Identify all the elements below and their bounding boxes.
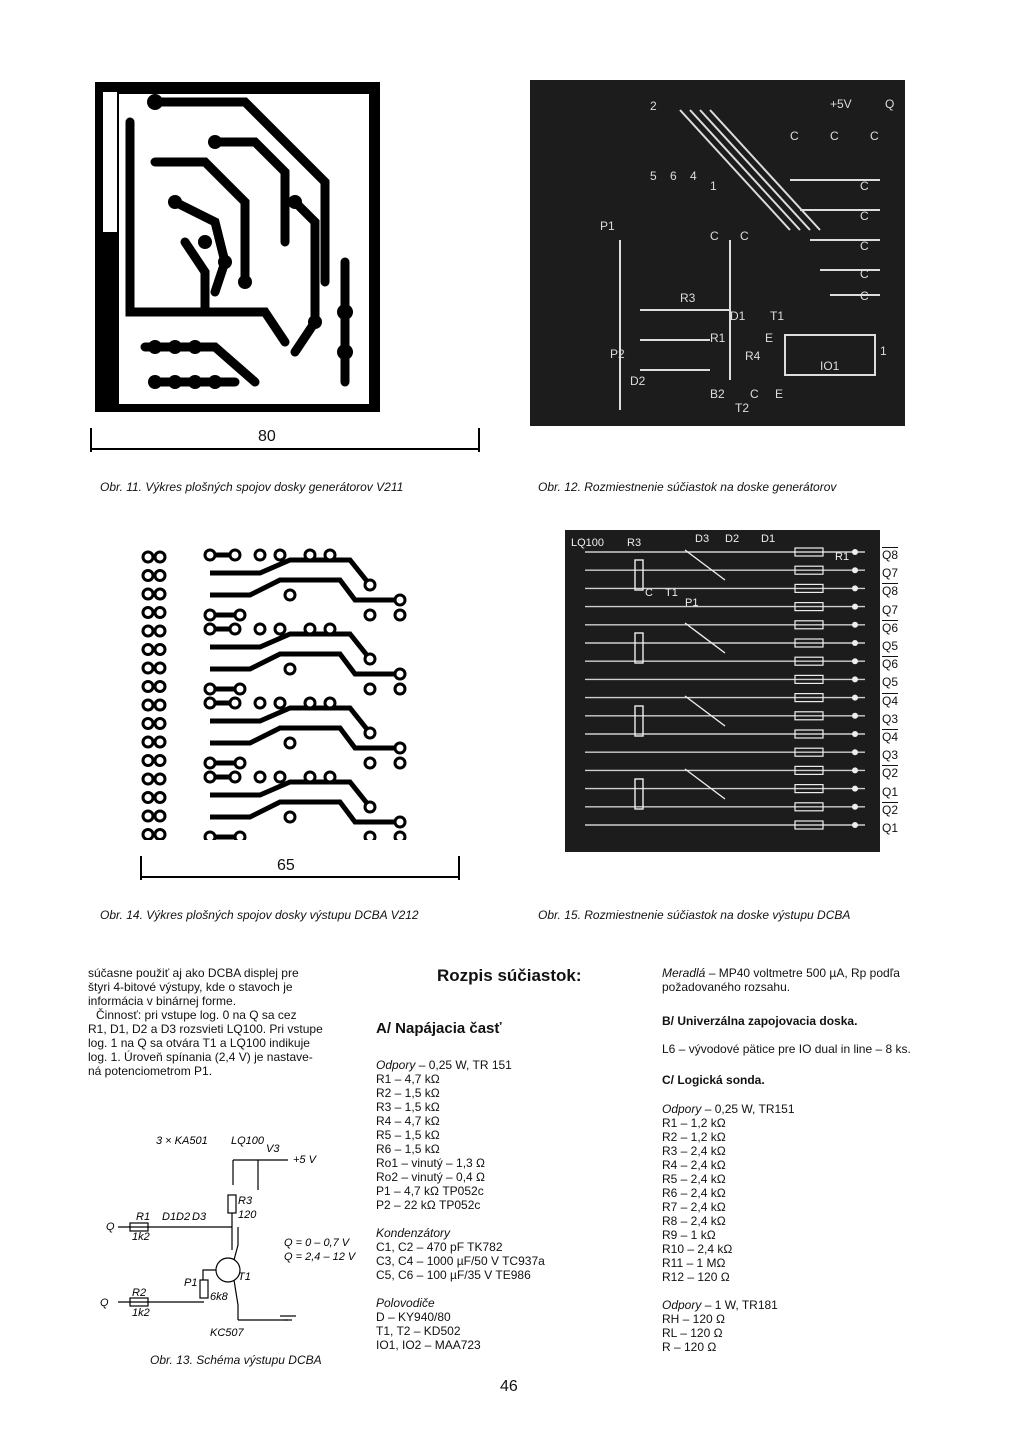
- svg-text:D2: D2: [176, 1211, 191, 1223]
- svg-text:T1: T1: [770, 309, 785, 323]
- fig15-output-label: Q4: [882, 730, 899, 744]
- fig13-schematic: [88, 1130, 368, 1350]
- svg-text:R4: R4: [745, 349, 761, 363]
- fig15-photo: [565, 530, 880, 852]
- svg-text:C: C: [790, 129, 799, 143]
- resistor-item: R4 – 4,7 kΩ: [376, 1114, 440, 1128]
- fig13-label-ka501: 3 × KA501: [156, 1135, 208, 1147]
- svg-text:B2: B2: [710, 387, 725, 401]
- svg-text:6k8: 6k8: [210, 1291, 228, 1303]
- fig15-output-label: Q1: [882, 784, 899, 799]
- svg-text:IO1: IO1: [820, 359, 840, 373]
- probe-resistor-item: R12 – 120 Ω: [662, 1270, 730, 1284]
- capacitor-item: C5, C6 – 100 µF/35 V TE986: [376, 1268, 531, 1282]
- fig14-pcb: [140, 545, 420, 840]
- fig15-output-label: Q5: [882, 639, 899, 653]
- fig15-output-label: Q7: [882, 602, 899, 617]
- fig15-board-label: T1: [665, 587, 678, 599]
- fig15-output-label: Q6: [882, 620, 899, 635]
- fig11-pcb: [95, 82, 380, 412]
- fig14-dimension-line: [140, 876, 460, 878]
- svg-text:KC507: KC507: [210, 1327, 244, 1339]
- svg-text:C: C: [860, 289, 869, 303]
- svg-text:1: 1: [880, 344, 887, 358]
- svg-text:Q = 0 – 0,7 V: Q = 0 – 0,7 V: [284, 1237, 350, 1249]
- body-line: informácia v binárnej forme.: [88, 994, 237, 1008]
- fig13-label-lq100: LQ100: [231, 1135, 265, 1147]
- fig15-output-label: Q6: [882, 657, 899, 672]
- svg-text:D2: D2: [630, 374, 646, 388]
- fig14-dimension-label: 65: [277, 857, 295, 874]
- svg-text:E: E: [775, 387, 784, 401]
- body-line: Činnosť: pri vstupe log. 0 na Q sa cez: [96, 1008, 297, 1022]
- fig15-output-label: Q8: [882, 584, 899, 599]
- svg-text:P2: P2: [610, 347, 625, 361]
- body-line: log. 1 na Q sa otvára T1 a LQ100 indikuje: [88, 1036, 310, 1050]
- fig15-board-label: D1: [761, 533, 776, 545]
- fig15-output-label: Q1: [882, 821, 899, 835]
- probe-resistor-item: R2 – 1,2 kΩ: [662, 1130, 726, 1144]
- probe-resistor-1w-item: RH – 120 Ω: [662, 1312, 725, 1326]
- fig11-caption: Obr. 11. Výkres plošných spojov dosky generátorov V211: [100, 480, 404, 494]
- svg-text:C: C: [830, 129, 839, 143]
- svg-text:C: C: [710, 229, 719, 243]
- fig15-output-label: Q7: [882, 566, 899, 581]
- section-c-list: [662, 1102, 922, 1354]
- resistor-item: P2 – 22 kΩ TP052c: [376, 1198, 481, 1212]
- parts-list-a: [376, 1058, 606, 1352]
- section-b-text: L6 – vývodové pätice pre IO dual in line – 8 ks.: [662, 1042, 911, 1056]
- resistor-item: R3 – 1,5 kΩ: [376, 1100, 440, 1114]
- resistor-item: R2 – 1,5 kΩ: [376, 1086, 440, 1100]
- svg-text:6: 6: [670, 169, 677, 183]
- fig11-dimension-line: [90, 448, 480, 450]
- section-a-title: A/ Napájacia časť: [376, 1020, 502, 1037]
- resistors-head: Odpory: [376, 1058, 416, 1072]
- svg-text:4: 4: [690, 169, 697, 183]
- c-res2-head: Odpory: [662, 1298, 702, 1312]
- fig12-photo: [530, 80, 905, 426]
- probe-resistor-item: R1 – 1,2 kΩ: [662, 1116, 726, 1130]
- svg-text:+5V: +5V: [830, 97, 852, 111]
- svg-text:C: C: [740, 229, 749, 243]
- semis-head: Polovodiče: [376, 1296, 435, 1310]
- svg-text:C: C: [860, 267, 869, 281]
- fig14-dimension-tick-left: [140, 856, 142, 880]
- fig15-output-label: Q3: [882, 711, 899, 726]
- resistor-item: R6 – 1,5 kΩ: [376, 1142, 440, 1156]
- svg-text:+5 V: +5 V: [293, 1154, 316, 1166]
- fig15-caption: Obr. 15. Rozmiestnenie súčiastok na doske výstupu DCBA: [538, 908, 851, 922]
- svg-text:R3: R3: [680, 291, 696, 305]
- probe-resistor-item: R10 – 2,4 kΩ: [662, 1242, 733, 1256]
- meter-head: Meradlá: [662, 966, 706, 980]
- parts-title: Rozpis súčiastok:: [437, 966, 582, 985]
- fig13-caption: Obr. 13. Schéma výstupu DCBA: [150, 1353, 322, 1367]
- resistor-item: Ro2 – vinutý – 0,4 Ω: [376, 1170, 486, 1184]
- fig15-output-label: Q5: [882, 675, 899, 690]
- probe-resistor-1w-item: R – 120 Ω: [662, 1340, 717, 1354]
- fig11-dimension-tick-left: [90, 428, 92, 452]
- fig15-board-label: R1: [835, 551, 850, 563]
- resistor-item: P1 – 4,7 kΩ TP052c: [376, 1184, 484, 1198]
- svg-text:Q = 2,4 – 12 V: Q = 2,4 – 12 V: [284, 1251, 356, 1263]
- fig15-output-label: Q8: [882, 548, 899, 562]
- fig14-dimension-tick-right: [458, 856, 460, 880]
- probe-resistor-item: R6 – 2,4 kΩ: [662, 1186, 726, 1200]
- svg-text:5: 5: [650, 169, 657, 183]
- probe-resistor-item: R8 – 2,4 kΩ: [662, 1214, 726, 1228]
- svg-text:C: C: [860, 179, 869, 193]
- body-line: súčasne použiť aj ako DCBA displej pre: [88, 966, 299, 980]
- fig14-caption: Obr. 14. Výkres plošných spojov dosky výstupu DCBA V212: [100, 908, 419, 922]
- svg-text:P1: P1: [184, 1277, 198, 1289]
- svg-text:V3: V3: [266, 1143, 280, 1155]
- svg-text:120: 120: [238, 1209, 257, 1221]
- page-number: 46: [500, 1378, 518, 1395]
- svg-text:C: C: [870, 129, 879, 143]
- capacitor-item: C3, C4 – 1000 µF/50 V TC937a: [376, 1254, 545, 1268]
- semiconductor-item: IO1, IO2 – MAA723: [376, 1338, 481, 1352]
- svg-text:R1: R1: [136, 1211, 151, 1223]
- fig15-output-labels: [882, 548, 922, 848]
- fig15-output-label: Q3: [882, 748, 899, 763]
- body-line: log. 1. Úroveň spínania (2,4 V) je nastave-: [88, 1050, 313, 1064]
- fig15-board-label: D3: [695, 533, 710, 545]
- fig15-board-label: P1: [685, 597, 699, 609]
- body-line: štyri 4-bitové výstupy, kde o stavoch je: [88, 980, 293, 994]
- probe-resistor-item: R7 – 2,4 kΩ: [662, 1200, 726, 1214]
- svg-text:D1: D1: [730, 309, 746, 323]
- fig15-board-label: C: [645, 587, 653, 599]
- svg-text:E: E: [765, 331, 774, 345]
- svg-text:Q: Q: [100, 1297, 109, 1309]
- body-line: R1, D1, D2 a D3 rozsvieti LQ100. Pri vstupe: [88, 1022, 323, 1036]
- resistor-item: R1 – 4,7 kΩ: [376, 1072, 440, 1086]
- svg-text:C: C: [750, 387, 759, 401]
- section-b-title: B/ Univerzálna zapojovacia doska.: [662, 1014, 858, 1028]
- body-line: ná potenciometrom P1.: [88, 1064, 213, 1078]
- svg-text:C: C: [860, 209, 869, 223]
- section-c-title: C/ Logická sonda.: [662, 1073, 765, 1087]
- resistor-item: Ro1 – vinutý – 1,3 Ω: [376, 1156, 486, 1170]
- probe-resistor-item: R9 – 1 kΩ: [662, 1228, 716, 1242]
- svg-text:1: 1: [710, 179, 717, 193]
- c-res-head: Odpory: [662, 1102, 702, 1116]
- fig15-board-label: D2: [725, 533, 740, 545]
- svg-text:P1: P1: [600, 219, 615, 233]
- fig15-output-label: Q2: [882, 802, 899, 817]
- svg-text:2: 2: [650, 99, 657, 113]
- c-res-spec: – 0,25 W, TR151: [701, 1102, 795, 1116]
- svg-text:R3: R3: [238, 1195, 253, 1207]
- semiconductor-item: T1, T2 – KD502: [376, 1324, 461, 1338]
- svg-text:1k2: 1k2: [132, 1231, 150, 1243]
- fig12-caption: Obr. 12. Rozmiestnenie súčiastok na doske generátorov: [538, 480, 837, 494]
- fig15-board-label: R3: [627, 537, 642, 549]
- body-text: [88, 966, 373, 1078]
- probe-resistor-item: R11 – 1 MΩ: [662, 1256, 726, 1270]
- probe-resistor-1w-item: RL – 120 Ω: [662, 1326, 723, 1340]
- fig15-board-label: LQ100: [571, 537, 605, 549]
- svg-text:1k2: 1k2: [132, 1307, 150, 1319]
- capacitor-item: C1, C2 – 470 pF TK782: [376, 1240, 503, 1254]
- svg-text:T1: T1: [238, 1271, 251, 1283]
- resistor-item: R5 – 1,5 kΩ: [376, 1128, 440, 1142]
- fig15-output-label: Q4: [882, 693, 899, 708]
- probe-resistor-item: R5 – 2,4 kΩ: [662, 1172, 726, 1186]
- fig15-output-label: Q2: [882, 766, 899, 781]
- svg-text:C: C: [860, 239, 869, 253]
- probe-resistor-item: R3 – 2,4 kΩ: [662, 1144, 726, 1158]
- svg-text:R1: R1: [710, 331, 726, 345]
- svg-text:Q: Q: [106, 1221, 115, 1233]
- c-res2-spec: – 1 W, TR181: [701, 1298, 778, 1312]
- svg-text:T2: T2: [735, 401, 750, 415]
- meter-text: [662, 966, 952, 994]
- svg-text:D1: D1: [162, 1211, 177, 1223]
- svg-text:D3: D3: [192, 1211, 207, 1223]
- fig11-dimension-label: 80: [258, 428, 276, 445]
- svg-text:R2: R2: [132, 1287, 147, 1299]
- resistors-spec: – 0,25 W, TR 151: [415, 1058, 512, 1072]
- probe-resistor-item: R4 – 2,4 kΩ: [662, 1158, 726, 1172]
- semiconductor-item: D – KY940/80: [376, 1310, 451, 1324]
- capacitors-head: Kondenzátory: [376, 1226, 451, 1240]
- meter-body: – MP40 voltmetre 500 µA, Rp podľa požadovaného rozsahu.: [662, 966, 900, 994]
- svg-text:Q: Q: [885, 97, 895, 111]
- fig11-dimension-tick-right: [478, 428, 480, 452]
